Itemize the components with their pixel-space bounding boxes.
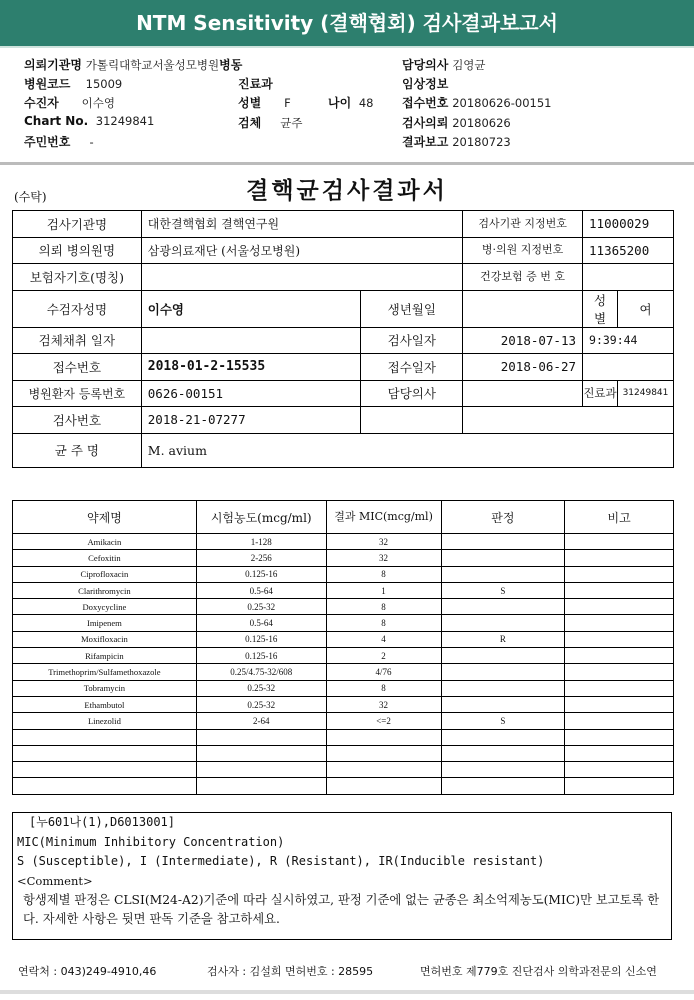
report-date-field	[402, 133, 511, 150]
mic-cell	[326, 729, 441, 745]
consignment-label: (수탁)	[14, 190, 47, 204]
form-sex-label: 성별	[583, 290, 618, 327]
examinee-label: 수검자성명	[13, 290, 142, 327]
interpretation-cell	[441, 550, 565, 566]
patient-label: 수진자	[24, 96, 59, 110]
footer-license: 면허번호 제779호 진단검사 의학과전문의 신소연	[420, 965, 657, 978]
patient-reg-no-value: 0626-00151	[141, 380, 361, 407]
concentration-cell	[196, 778, 326, 794]
col-remarks: 비고	[565, 501, 674, 534]
table-row	[13, 680, 674, 696]
mic-cell: 32	[326, 550, 441, 566]
attending-doctor-label: 담당의사	[361, 380, 463, 407]
request-label: 검사의뢰	[402, 116, 449, 130]
institution-value: 가톨릭대학교서울성모병원	[85, 58, 220, 72]
specimen-label: 검체	[238, 116, 262, 130]
table-row	[13, 566, 674, 582]
doctor-label: 담당의사	[402, 58, 449, 72]
interpretation-cell	[441, 615, 565, 631]
mic-cell	[326, 778, 441, 794]
doctor-field	[402, 56, 486, 73]
remarks-cell	[565, 745, 674, 761]
bottom-divider	[0, 990, 694, 994]
test-no-extra-2	[463, 407, 583, 434]
mic-cell: 32	[326, 696, 441, 712]
remarks-cell	[565, 648, 674, 664]
interpretation-cell	[441, 664, 565, 680]
mic-cell: 8	[326, 566, 441, 582]
interpretation-legend: S (Susceptible), I (Intermediate), R (Resistant), IR(Inducible resistant)	[17, 854, 545, 868]
mic-cell: 8	[326, 599, 441, 615]
remarks-cell	[565, 729, 674, 745]
specimen-field	[238, 114, 302, 131]
mic-cell: <=2	[326, 713, 441, 729]
drug-cell: Amikacin	[13, 534, 197, 550]
receipt-no-label: 접수번호	[13, 354, 142, 381]
interpretation-cell: R	[441, 631, 565, 647]
lab-name-value: 대한결핵협회 결핵연구원	[141, 211, 462, 238]
age-label: 나이	[328, 96, 352, 110]
drug-cell: Clarithromycin	[13, 582, 197, 598]
table-row	[13, 631, 674, 647]
remarks-cell	[565, 680, 674, 696]
institution-label: 의뢰기관명	[24, 58, 82, 72]
section-divider	[0, 162, 694, 165]
table-row	[13, 534, 674, 550]
table-row	[13, 599, 674, 615]
chart-no-label: Chart No.	[24, 114, 89, 128]
remarks-cell	[565, 631, 674, 647]
test-time-value: 9:39:44	[583, 327, 674, 354]
insurer-value	[141, 264, 462, 291]
concentration-cell: 2-256	[196, 550, 326, 566]
receipt-field	[402, 94, 551, 111]
table-row	[13, 713, 674, 729]
concentration-cell: 0.125-16	[196, 566, 326, 582]
test-no-extra-3	[583, 407, 674, 434]
table-row	[13, 729, 674, 745]
remarks-cell	[565, 762, 674, 778]
drug-cell: Ciprofloxacin	[13, 566, 197, 582]
table-row	[13, 778, 674, 794]
examinee-value: 이수영	[141, 290, 361, 327]
mic-cell: 32	[326, 534, 441, 550]
clinical-info-field	[402, 75, 448, 92]
rrn-field	[24, 133, 94, 150]
report-value: 20180723	[452, 135, 511, 149]
mic-definition: MIC(Minimum Inhibitory Concentration)	[17, 834, 285, 849]
interpretation-cell: S	[441, 582, 565, 598]
drug-cell: Imipenem	[13, 615, 197, 631]
drug-cell: Linezolid	[13, 713, 197, 729]
susceptibility-table	[12, 500, 674, 795]
col-interpretation: 판정	[441, 501, 565, 534]
remarks-cell	[565, 615, 674, 631]
mic-cell: 8	[326, 680, 441, 696]
chart-no-value: 31249841	[95, 114, 155, 128]
interpretation-cell	[441, 762, 565, 778]
drug-cell: Moxifloxacin	[13, 631, 197, 647]
hospital-code-field	[24, 75, 122, 92]
mic-cell	[326, 762, 441, 778]
birth-date-label: 생년월일	[361, 290, 463, 327]
lab-no-label: 검사기관 지정번호	[463, 211, 583, 238]
sex-field	[238, 94, 291, 111]
concentration-cell: 0.25/4.75-32/608	[196, 664, 326, 680]
interpretation-cell	[441, 745, 565, 761]
remarks-cell	[565, 664, 674, 680]
interpretation-cell	[441, 648, 565, 664]
receipt-date-extra	[583, 354, 674, 381]
receipt-date-label: 접수일자	[361, 354, 463, 381]
receipt-no-value: 2018-01-2-15535	[141, 354, 361, 381]
clinical-label: 임상정보	[402, 77, 449, 91]
chart-no-field	[24, 114, 154, 128]
health-insurance-no-value	[583, 264, 674, 291]
ward-label: 병동	[219, 58, 243, 72]
department-label: 진료과	[238, 77, 273, 91]
request-date-field	[402, 114, 511, 131]
concentration-cell	[196, 745, 326, 761]
form-sex-value: 여	[617, 290, 673, 327]
patient-field	[24, 94, 115, 111]
lab-no-value: 11000029	[583, 211, 674, 238]
concentration-cell	[196, 762, 326, 778]
interpretation-cell	[441, 696, 565, 712]
table-row	[13, 550, 674, 566]
col-drug: 약제명	[13, 501, 197, 534]
table-row	[13, 648, 674, 664]
specimen-value: 균주	[280, 116, 303, 130]
concentration-cell: 0.125-16	[196, 648, 326, 664]
remarks-cell	[565, 582, 674, 598]
sex-value: F	[284, 96, 291, 110]
concentration-cell: 0.5-64	[196, 615, 326, 631]
report-label: 결과보고	[402, 135, 449, 149]
interpretation-cell	[441, 729, 565, 745]
remarks-cell	[565, 778, 674, 794]
institution-field	[24, 56, 242, 73]
collection-date-label: 검체채취 일자	[13, 327, 142, 354]
department-field	[238, 75, 273, 92]
drug-cell: Doxycycline	[13, 599, 197, 615]
receipt-date-value: 2018-06-27	[463, 354, 583, 381]
concentration-cell	[196, 729, 326, 745]
drug-cell	[13, 729, 197, 745]
drug-cell	[13, 778, 197, 794]
concentration-cell: 0.25-32	[196, 599, 326, 615]
mic-cell: 4	[326, 631, 441, 647]
health-insurance-no-label: 건강보험 증 번 호	[463, 264, 583, 291]
hospital-no-value: 11365200	[583, 237, 674, 264]
strain-value: M. avium	[141, 433, 673, 467]
remarks-cell	[565, 713, 674, 729]
attending-doctor-value	[463, 380, 583, 407]
comment-label: <Comment>	[17, 873, 93, 888]
dept-label: 진료과	[583, 380, 618, 407]
report-banner-title: NTM Sensitivity (결핵협회) 검사결과보고서	[0, 0, 694, 48]
mic-cell: 2	[326, 648, 441, 664]
drug-cell: Rifampicin	[13, 648, 197, 664]
request-value: 20180626	[452, 116, 511, 130]
remarks-cell	[565, 534, 674, 550]
drug-cell: Tobramycin	[13, 680, 197, 696]
patient-info-table	[12, 210, 674, 468]
test-no-label: 검사번호	[13, 407, 142, 434]
drug-cell: Cefoxitin	[13, 550, 197, 566]
dept-value: 31249841	[617, 380, 673, 407]
patient-value: 이수영	[81, 96, 115, 110]
table-row	[13, 762, 674, 778]
sex-label: 성별	[238, 96, 262, 110]
results-header-row	[13, 501, 674, 534]
remarks-cell	[565, 599, 674, 615]
document-title: 결핵균검사결과서	[246, 177, 448, 204]
strain-label: 균 주 명	[13, 433, 142, 467]
age-field	[328, 94, 373, 111]
code-line: [누601나(1),D6013001]	[29, 815, 176, 829]
interpretation-cell	[441, 534, 565, 550]
table-row	[13, 615, 674, 631]
footer-contact: 연락처 : 043)249-4910,46	[18, 965, 157, 978]
test-date-value: 2018-07-13	[463, 327, 583, 354]
test-no-extra-1	[361, 407, 463, 434]
mic-cell: 8	[326, 615, 441, 631]
lab-name-label: 검사기관명	[13, 211, 142, 238]
comment-text: 항생제별 판정은 CLSI(M24-A2)기준에 따라 실시하였고, 판정 기준에 없는 균종은 최소억제농도(MIC)만 보고토록 한다. 자세한 사항은 뒷면 판독 기준을 참고하세요.	[23, 893, 660, 926]
requesting-hospital-value: 삼광의료재단 (서울성모병원)	[141, 237, 462, 264]
patient-reg-no-label: 병원환자 등록번호	[13, 380, 142, 407]
drug-cell: Trimethoprim/Sulfamethoxazole	[13, 664, 197, 680]
table-row	[13, 582, 674, 598]
drug-cell	[13, 745, 197, 761]
collection-date-value	[141, 327, 361, 354]
rrn-value: -	[89, 135, 94, 149]
col-mic: 결과 MIC(mcg/ml)	[326, 501, 441, 534]
table-row	[13, 664, 674, 680]
mic-cell	[326, 745, 441, 761]
receipt-label: 접수번호	[402, 96, 449, 110]
col-concentration: 시험농도(mcg/ml)	[196, 501, 326, 534]
doctor-value: 김영균	[452, 58, 486, 72]
hospital-code-value: 15009	[85, 77, 123, 91]
rrn-label: 주민번호	[24, 135, 71, 149]
requesting-hospital-label: 의뢰 병의원명	[13, 237, 142, 264]
mic-cell: 4/76	[326, 664, 441, 680]
mic-cell: 1	[326, 582, 441, 598]
concentration-cell: 0.5-64	[196, 582, 326, 598]
insurer-label: 보험자기호(명칭)	[13, 264, 142, 291]
hospital-no-label: 병·의원 지정번호	[463, 237, 583, 264]
test-date-label: 검사일자	[361, 327, 463, 354]
interpretation-cell	[441, 599, 565, 615]
table-row	[13, 696, 674, 712]
test-no-value: 2018-21-07277	[141, 407, 361, 434]
interpretation-cell	[441, 566, 565, 582]
table-row	[13, 745, 674, 761]
birth-date-value	[463, 290, 583, 327]
concentration-cell: 2-64	[196, 713, 326, 729]
age-value: 48	[358, 96, 374, 110]
concentration-cell: 0.25-32	[196, 680, 326, 696]
footer-tester: 검사자 : 김설희 면허번호 : 28595	[207, 965, 374, 978]
interpretation-cell	[441, 778, 565, 794]
remarks-cell	[565, 696, 674, 712]
concentration-cell: 0.125-16	[196, 631, 326, 647]
drug-cell	[13, 762, 197, 778]
interpretation-cell	[441, 680, 565, 696]
receipt-value: 20180626-00151	[452, 96, 552, 110]
hospital-code-label: 병원코드	[24, 77, 71, 91]
concentration-cell: 1-128	[196, 534, 326, 550]
concentration-cell: 0.25-32	[196, 696, 326, 712]
remarks-cell	[565, 566, 674, 582]
results-body	[13, 534, 674, 795]
remarks-cell	[565, 550, 674, 566]
notes-box	[12, 812, 672, 940]
drug-cell: Ethambutol	[13, 696, 197, 712]
interpretation-cell: S	[441, 713, 565, 729]
